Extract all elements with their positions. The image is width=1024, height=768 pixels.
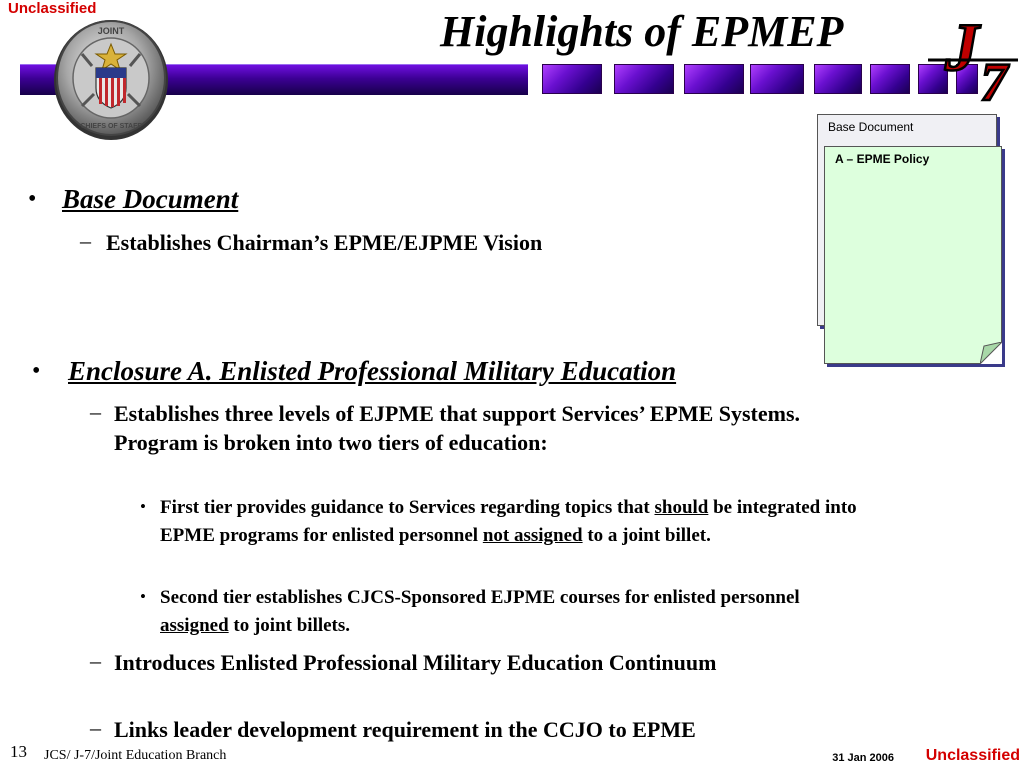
footer-organization: JCS/ J-7/Joint Education Branch [44,748,227,763]
dash-marker: – [90,648,101,673]
dash-marker: – [80,228,91,253]
page-number: 13 [10,742,27,761]
page-fold-icon [980,342,1002,364]
logo-letter: J [945,9,979,85]
dash-marker: – [90,715,101,740]
joint-chiefs-seal-icon [52,14,170,142]
classification-marking-top: Unclassified [8,0,97,17]
decorative-square [684,64,744,94]
decorative-square [542,64,602,94]
decorative-square [870,64,910,94]
seal-ring-text-top: JOINT [97,26,125,36]
bullet-marker: • [28,186,37,212]
decorative-square [814,64,862,94]
bullet-item: Establishes three levels of EJPME that support Services’ EPME Systems. Program is broken into two tiers of education: [114,401,801,455]
classification-marking-bottom: Unclassified [925,747,1020,764]
sub-bullet-item-second-tier: Second tier establishes CJCS-Sponsored EJPME courses for enlisted personnel assigned to joint billets. [160,587,800,636]
bullet-heading-enclosure-a: Enclosure A. Enlisted Professional Military Education [68,356,677,386]
sub-bullet-marker: • [140,587,146,606]
decorative-square [614,64,674,94]
j7-logo-icon [918,4,1022,104]
decorative-square [750,64,804,94]
bullet-item: Links leader development requirement in the CCJO to EPME [114,717,696,742]
bullet-item: Introduces Enlisted Professional Military Education Continuum [114,650,717,675]
logo-number: 7 [980,52,1008,104]
bullet-marker: • [32,358,41,384]
seal-ring-text-bottom: CHIEFS OF STAFF [80,123,142,130]
enclosure-a-page [824,146,1002,364]
sub-bullet-marker: • [140,497,146,516]
sub-bullet-item-first-tier: First tier provides guidance to Services regarding topics that should be integrated into EPME programs for enlisted personnel not assigned to a joint billet. [160,497,857,546]
footer-date: 31 Jan 2006 [832,752,894,764]
slide-title: Highlights of EPMEP [440,7,844,56]
dash-marker: – [90,399,101,424]
bullet-heading-base-document: Base Document [62,184,239,214]
base-document-label: Base Document [828,120,914,134]
bullet-item: Establishes Chairman’s EPME/EJPME Vision [106,230,543,255]
enclosure-a-label: A – EPME Policy [835,152,930,166]
